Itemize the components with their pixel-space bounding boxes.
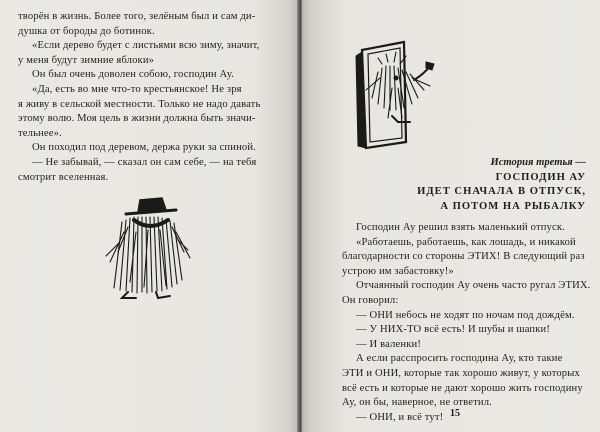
text-line: Он говорил: <box>342 294 399 306</box>
text-line: Ау, он бы, наверное, не ответил. <box>342 397 492 409</box>
text-line: Он походил под деревом, держа руки за спиной. <box>32 142 256 154</box>
shaggy-character-illustration <box>100 192 192 302</box>
text-line: — ОНИ небось не ходят по ночам под дождём. <box>356 309 575 321</box>
left-page-text <box>18 10 288 185</box>
chapter-title-line: А ПОТОМ НА РЫБАЛКУ <box>440 200 586 212</box>
chapter-kicker: История третья — <box>490 157 586 168</box>
right-page-text <box>342 221 591 425</box>
text-line: — ОНИ, и всё тут! <box>356 411 444 423</box>
text-line: Отчаянный господин Ау очень часто ругал ЭТИХ. <box>356 280 591 292</box>
text-line: «Если дерево будет с листьями всю зиму, значит, <box>32 40 260 52</box>
text-line: у меня будут зимние яблоки» <box>18 54 155 66</box>
text-line: — У НИХ-ТО всё есть! И шубы и шапки! <box>356 324 551 336</box>
page-number: 15 <box>450 408 460 419</box>
text-line: — Не забывай, — сказал он сам себе, — на тебя <box>32 156 257 168</box>
text-line: всё есть и которые не дают хорошо жить господину <box>342 382 583 394</box>
text-line: тельнее». <box>18 127 62 139</box>
text-line: ЭТИ и ОНИ, которые так хорошо живут, у которых <box>342 367 580 379</box>
left-page <box>0 0 298 432</box>
text-line: я живу в сельской местности. Только не надо давать <box>18 98 261 110</box>
text-line: творён в жизнь. Более того, зелёным был и сам ди- <box>18 11 256 22</box>
text-line: А если расспросить господина Ау, кто такие <box>356 353 563 365</box>
doorway-character-illustration <box>352 38 442 150</box>
chapter-title-line: ИДЕТ СНАЧАЛА В ОТПУСК, <box>417 186 586 198</box>
right-page <box>302 0 600 432</box>
text-line: «Да, есть во мне что-то крестьянское! Не зря <box>32 83 242 95</box>
text-line: благодарности со стороны ЭТИХ! В следующий раз <box>342 251 585 263</box>
text-line: Господин Ау решил взять маленький отпуск. <box>356 222 565 233</box>
chapter-heading <box>342 156 586 214</box>
text-line: устрою им забастовку!» <box>342 265 454 277</box>
text-line: — И валенки! <box>356 338 422 350</box>
text-line: «Работаешь, работаешь, как лошадь, и никакой <box>356 236 576 248</box>
text-line: этому волю. Моя цель в жизни должна быть значи- <box>18 113 256 125</box>
text-line: душка от бороды до ботинок. <box>18 25 155 37</box>
text-line: смотрит вселенная. <box>18 171 109 183</box>
text-line: Он был очень доволен собою, господин Ау. <box>32 69 234 81</box>
chapter-title-line: ГОСПОДИН АУ <box>495 171 586 183</box>
